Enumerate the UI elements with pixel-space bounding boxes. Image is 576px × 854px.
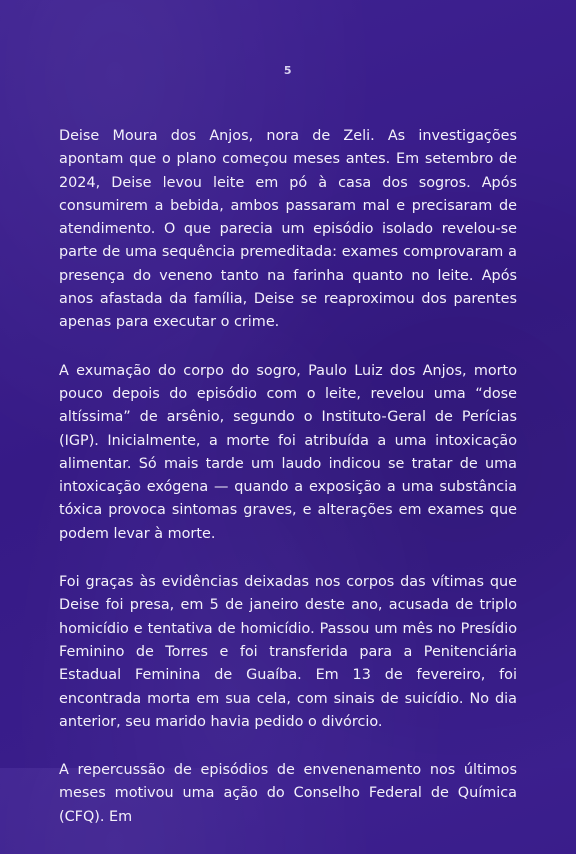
paragraph-4: A repercussão de episódios de envenenamento nos últimos meses motivou uma ação do Conselho Federal de Química (CFQ). Em xyxy=(59,762,517,825)
page-number: 5 xyxy=(283,64,293,77)
paragraph-1: Deise Moura dos Anjos, nora de Zeli. As investigações apontam que o plano começou meses antes. Em setembro de 2024, Deise levou leite em pó à casa dos sogros. Após consumirem a bebida, ambos passaram mal e precisaram de atendimento. O que parecia um episódio isolado revelou-se parte de uma sequência premeditada: exames comprovaram a presença do veneno tanto na farinha quanto no leite. Após anos afastada da família, Deise se reaproximou dos parentes apenas para executar o crime. xyxy=(59,128,517,331)
article-body xyxy=(59,125,517,854)
paragraph-2: A exumação do corpo do sogro, Paulo Luiz dos Anjos, morto pouco depois do episódio com o leite, revelou uma “dose altíssima” de arsênio, segundo o Instituto-Geral de Perícias (IGP). Inicialmente, a morte foi atribuída a uma intoxicação alimentar. Só mais tarde um laudo indicou se tratar de uma intoxicação exógena — quando a exposição a uma substância tóxica provoca sintomas graves, e alterações em exames que podem levar à morte. xyxy=(59,362,517,542)
paragraph-3: Foi graças às evidências deixadas nos corpos das vítimas que Deise foi presa, em 5 de janeiro deste ano, acusada de triplo homicídio e tentativa de homicídio. Passou um mês no Presídio Feminino de Torres e foi transferida para a Penitenciária Estadual Feminina de Guaíba. Em 13 de fevereiro, foi encontrada morta em sua cela, com sinais de suicídio. No dia anterior, seu marido havia pedido o divórcio. xyxy=(59,574,517,730)
